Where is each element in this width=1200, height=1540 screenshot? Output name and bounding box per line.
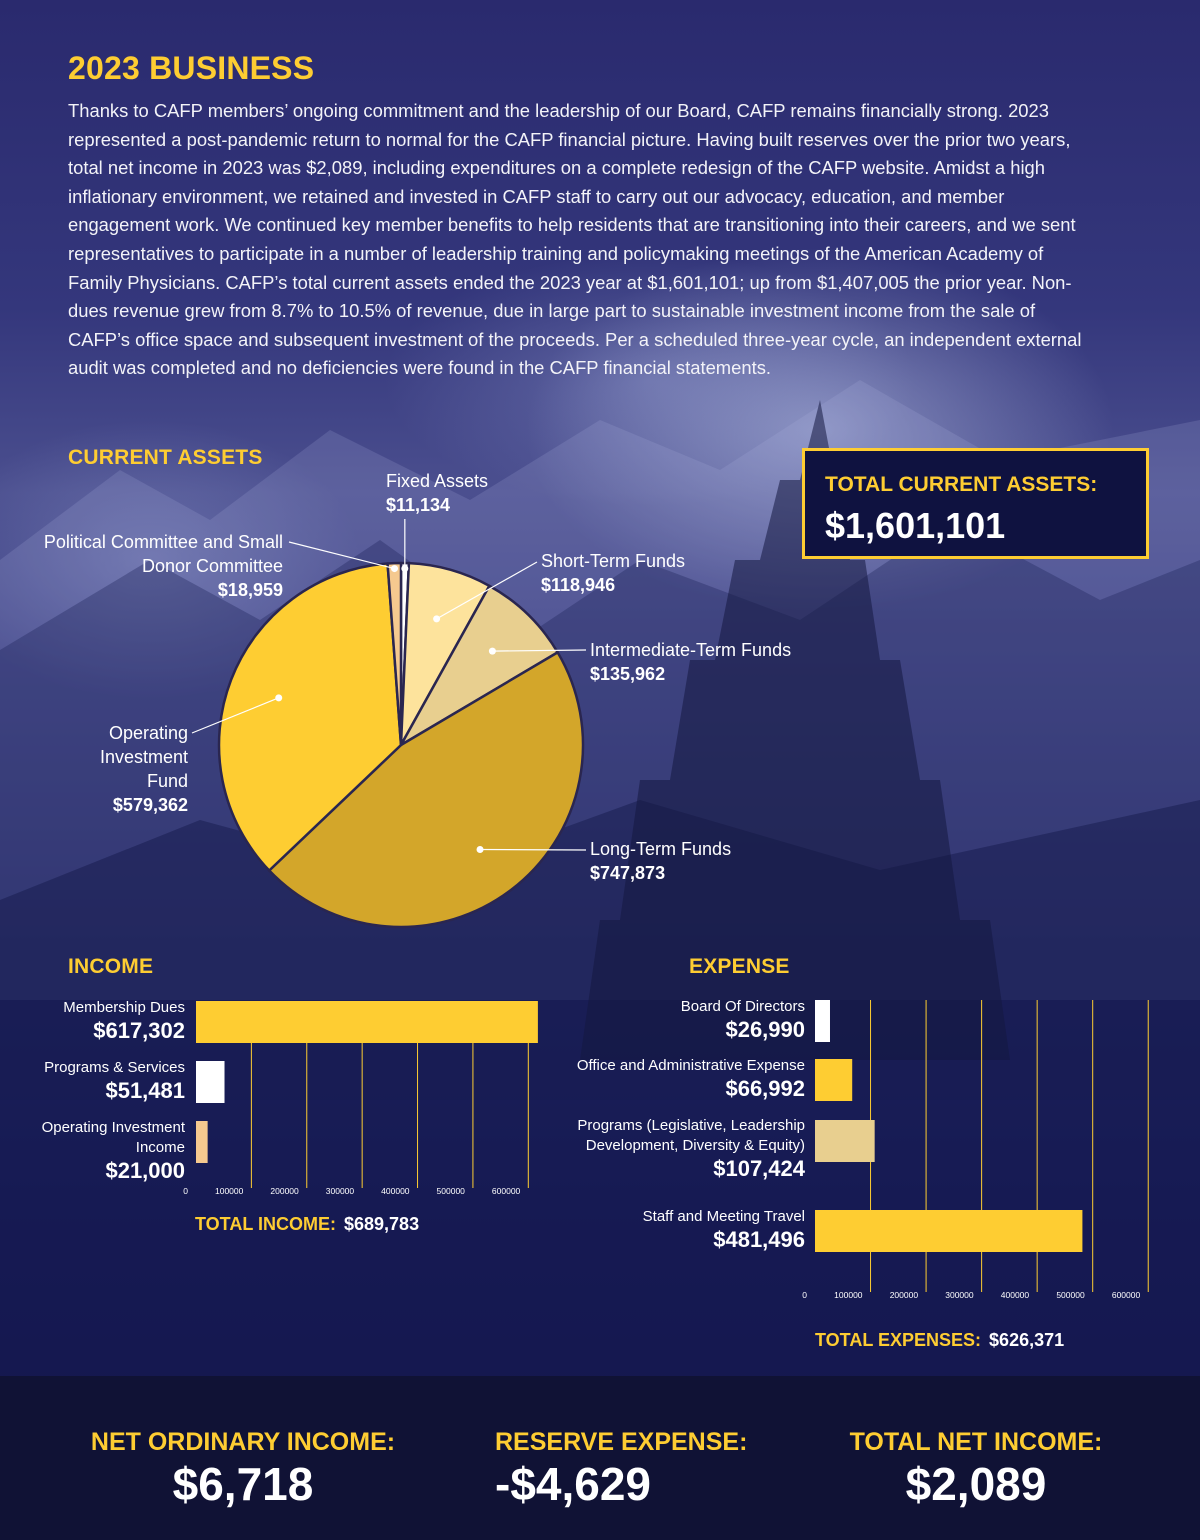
- income-value: $21,000: [105, 1158, 185, 1183]
- axis-tick-label: 500000: [436, 1186, 465, 1196]
- axis-tick-label: 200000: [270, 1186, 299, 1196]
- total-expenses-label: TOTAL EXPENSES:: [815, 1330, 982, 1350]
- income-heading: INCOME: [68, 955, 154, 978]
- expense-bar-2: [815, 1120, 875, 1162]
- expense-row-2-labels: [545, 1116, 805, 1182]
- pie-leader-dot-4: [275, 694, 282, 701]
- axis-tick-label: 500000: [1056, 1290, 1085, 1300]
- net-ordinary-income: [40, 1428, 446, 1511]
- total-net-income-label: TOTAL NET INCOME:: [849, 1428, 1103, 1456]
- expense-value: $26,990: [725, 1017, 805, 1042]
- total-income-label: TOTAL INCOME:: [195, 1214, 336, 1234]
- page-title: 2023 BUSINESS: [68, 50, 315, 86]
- axis-tick-label: 100000: [834, 1290, 863, 1300]
- income-value: $51,481: [105, 1078, 185, 1103]
- axis-tick-label: 600000: [1111, 1290, 1141, 1300]
- expense-bar-3: [815, 1210, 1082, 1252]
- income-row-1-labels: [10, 1058, 185, 1104]
- reserve-expense-label: RESERVE EXPENSE:: [495, 1428, 748, 1456]
- expense-bar-0: [815, 1000, 830, 1042]
- income-category: Programs & Services: [44, 1059, 185, 1076]
- expense-category: Board Of Directors: [680, 998, 805, 1015]
- expense-value: $107,424: [713, 1156, 805, 1181]
- income-value: $617,302: [93, 1018, 185, 1043]
- pie-leader-line-5: [289, 542, 394, 569]
- expense-category: Programs (Legislative, Leadership Development, Diversity & Equity): [577, 1117, 805, 1154]
- pie-label-operating-investment: Operating Investment Fund $579,362: [99, 723, 188, 815]
- pie-leader-dot-3: [477, 846, 484, 853]
- expense-row-0-labels: [540, 997, 805, 1043]
- pie-label-political-committee: Political Committee and Small Donor Committee $18,959: [43, 532, 283, 600]
- axis-tick-label: 400000: [1000, 1290, 1030, 1300]
- income-row-0-labels: [10, 998, 185, 1044]
- intro-paragraph: Thanks to CAFP members’ ongoing commitment and the leadership of our Board, CAFP remains financially strong. 2023 represented a post-pandemic return to normal for the CAFP financial picture. Having built reserves over the prior two years, total net income in 2023 was $2,089, including expenditures on a complete redesign of the CAFP website. Amidst a high inflationary environment, we retained and invested in CAFP staff to carry out our advocacy, education, and member engagement work. We continued key member benefits to help residents that are transitioning into their careers, and we sent representatives to participate in a number of leadership training and policymaking meetings of the American Academy of Family Physicians. CAFP’s total current assets ended the 2023 year at $1,601,101; up from $1,407,005 the prior year. Non-dues revenue grew from 8.7% to 10.5% of revenue, due in large part to sustainable investment income from the sale of CAFP’s office space and subsequent investment of the proceeds. Per a scheduled three-year cycle, an independent external audit was completed and no deficiencies were found in the CAFP financial statements.: [68, 100, 1082, 379]
- total-current-assets-value: $1,601,101: [825, 505, 1006, 546]
- axis-tick-label: 100000: [215, 1186, 244, 1196]
- pie-leader-dot-2: [489, 648, 496, 655]
- income-row-2-labels: [40, 1118, 185, 1184]
- pie-leader-dot-5: [391, 565, 398, 572]
- expense-category: Office and Administrative Expense: [576, 1057, 805, 1074]
- reserve-expense: [480, 1428, 770, 1511]
- axis-tick-label: 300000: [945, 1290, 974, 1300]
- axis-tick-label: 300000: [325, 1186, 355, 1196]
- total-current-assets-label: TOTAL CURRENT ASSETS:: [825, 473, 1098, 496]
- total-expenses-line: [815, 1330, 1064, 1351]
- total-income-line: [195, 1214, 419, 1235]
- expense-category: Staff and Meeting Travel: [642, 1208, 805, 1225]
- income-bar-1: [196, 1061, 225, 1103]
- pie-label-fixed-assets: Fixed Assets $11,134: [386, 471, 489, 515]
- pie-leader-dot-0: [401, 565, 408, 572]
- income-category: Membership Dues: [63, 999, 185, 1016]
- income-bar-2: [196, 1121, 208, 1163]
- axis-tick-label: 0: [802, 1290, 807, 1300]
- pie-label-long-term: Long-Term Funds $747,873: [590, 839, 732, 883]
- axis-tick-label: 200000: [889, 1290, 919, 1300]
- axis-tick-label: 400000: [381, 1186, 410, 1196]
- pie-leader-dot-1: [433, 615, 440, 622]
- total-net-income-value: $2,089: [905, 1458, 1047, 1510]
- expense-row-3-labels: [540, 1207, 805, 1253]
- net-ordinary-income-value: $6,718: [172, 1458, 314, 1510]
- income-category: Operating Investment Income: [41, 1119, 185, 1156]
- axis-tick-label: 0: [183, 1186, 188, 1196]
- axis-tick-label: 600000: [491, 1186, 521, 1196]
- current-assets-heading: CURRENT ASSETS: [68, 446, 263, 469]
- income-bar-0: [196, 1001, 538, 1043]
- total-income-value: $689,783: [344, 1214, 420, 1234]
- net-ordinary-income-label: NET ORDINARY INCOME:: [90, 1428, 396, 1456]
- pie-label-short-term: Short-Term Funds $118,946: [541, 551, 686, 595]
- pie-label-intermediate-term: Intermediate-Term Funds $135,962: [590, 640, 792, 684]
- expense-bar-1: [815, 1059, 852, 1101]
- expense-heading: EXPENSE: [689, 955, 790, 978]
- total-net-income: [820, 1428, 1132, 1511]
- total-expenses-value: $626,371: [989, 1330, 1065, 1350]
- expense-value: $481,496: [713, 1227, 805, 1252]
- expense-row-1-labels: [540, 1056, 805, 1102]
- reserve-expense-value: -$4,629: [495, 1458, 652, 1510]
- expense-value: $66,992: [725, 1076, 805, 1101]
